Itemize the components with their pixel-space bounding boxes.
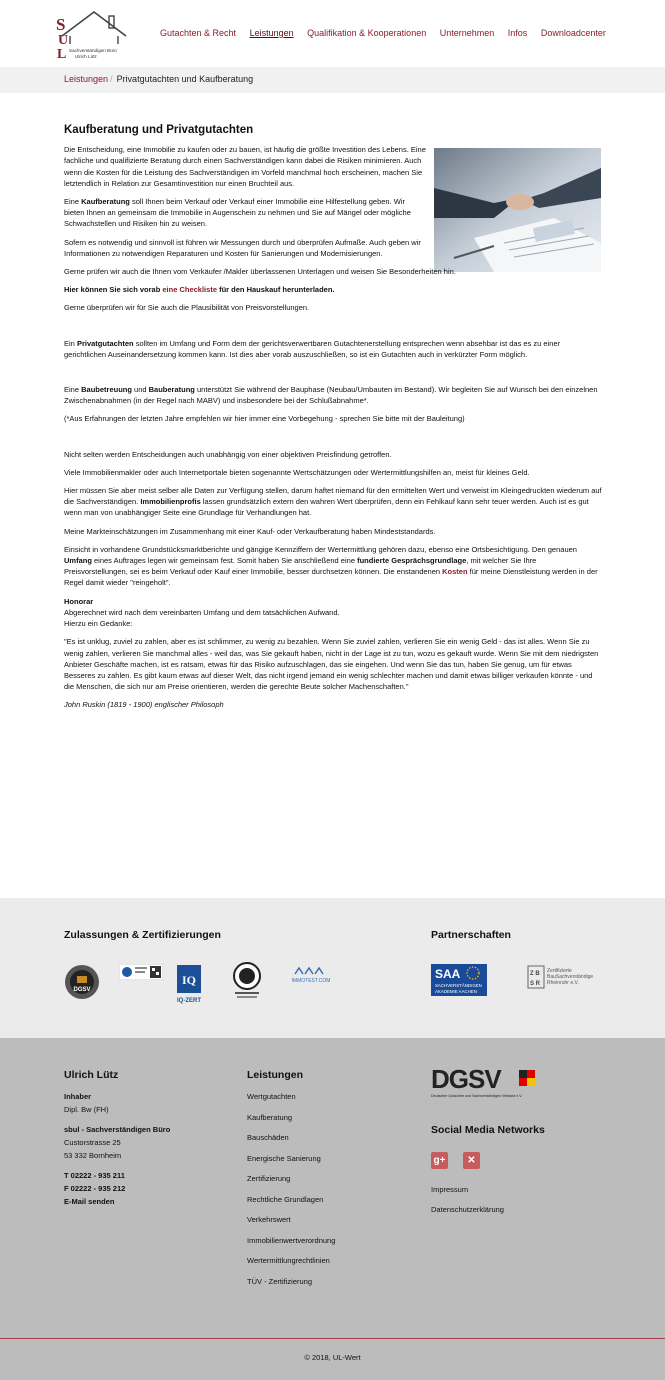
verband-seal-badge[interactable]	[231, 962, 263, 1007]
breadcrumb	[0, 67, 665, 93]
text: sollten im Umfang und Form dem der gerichtsverwertbaren Gutachtenerstellung entsprechen wenn absehbar ist das es zu einer gerichtlichen Auseinandersetzung kommen kann. Ist dies aber vorab auszuschließen, so ist ein Gutachten auch in verkürzter Form möglich.	[64, 338, 561, 359]
footer-role: Dipl. Bw (FH)	[64, 1105, 109, 1114]
bausachverstaendige-badge[interactable]	[527, 964, 603, 997]
site-header	[0, 0, 665, 65]
footer-street: Custorstrasse 25	[64, 1138, 121, 1147]
svg-text:SAA: SAA	[435, 967, 461, 981]
google-plus-icon[interactable]: g+	[431, 1152, 448, 1169]
svg-text:Zertifizierte: Zertifizierte	[547, 968, 572, 974]
paragraph-intro: Die Entscheidung, eine Immobilie zu kaufen oder zu bauen, ist häufig die größte Investition des Lebens. Eine fachliche und qualifizierte Beratung durch einen Sachverständigen kann dabei die Risiken minimieren. Auch wenn die Kosten für die Leistung des Sachverständigen im Vorfeld manchmal hoch erscheinen, machen Sie letztendlich in Relation zur Gesamtinvestition nur einen Bruchteil aus.	[64, 145, 426, 188]
paragraph-privatgutachten	[64, 338, 602, 360]
footer-tel[interactable]: T 02222 - 935 211	[64, 1171, 125, 1180]
social-media-title: Social Media Networks	[431, 1124, 545, 1136]
dgsv-logo[interactable]	[431, 1064, 631, 1103]
tuev-badge[interactable]	[119, 964, 163, 985]
svg-text:Deutscher Gutachter und Sachve: Deutscher Gutachter und Sachverständigen Verband e.V.	[431, 1094, 523, 1098]
paragraph-kaufberatung	[64, 196, 426, 230]
svg-text:SACHVERSTÄNDIGEN: SACHVERSTÄNDIGEN	[435, 983, 482, 988]
quote: "Es ist unklug, zuviel zu zahlen, aber es ist schlimmer, zu wenig zu bezahlen. Wenn Sie zuviel zahlen, verlieren Sie ein wenig Geld - das ist alles. Wenn Sie zu wenig zahlen, verlieren Sie manchmal alles - weil das, was Sie gekauft haben, nicht in der Lage ist zu tun, wozu es gekauft wurde. Wenn Sie mit dem niedrigsten Anbieter Geschäfte machen, ist es ratsam, etwas für das Risiko aufzuschlagen, das sie eingehen. Und wenn Sie das tun, haben Sie genug, um für etwas Besseres zu zahlen. Es gibt kaum etwas auf dieser Welt, das nicht irgend jemand ein wenig schlechter machen und damit etwas billiger verkaufen könnte - und die Menschen, die sich nur am Preise orientieren, werden die gerechte Beute solcher Machenschaften."	[64, 637, 599, 692]
text: Ein	[64, 338, 77, 348]
keyword-baubetreuung: Baubetreuung	[81, 385, 132, 395]
footer-right	[431, 1064, 631, 1214]
quote-author: John Ruskin (1819 - 1900) englischer Philosoph	[64, 700, 224, 710]
paragraph-mindeststandards: Meine Markteinschätzungen im Zusammenhang mit einer Kauf- oder Verkaufberatung haben Mindeststandards.	[64, 526, 436, 536]
immotest-badge[interactable]	[289, 964, 333, 991]
nav-unternehmen[interactable]: Unternehmen	[439, 28, 495, 38]
svg-text:DGSV: DGSV	[431, 1064, 501, 1094]
datenschutz-link[interactable]: Datenschutzerklärung	[431, 1205, 504, 1214]
footer-link-tuev-zertifizierung[interactable]: TÜV - Zertifizierung	[247, 1276, 313, 1286]
text: eines Auftrages legen wir gemeinsam fest. Somit haben Sie anschließend eine	[91, 556, 358, 566]
text: Eine	[64, 385, 82, 395]
svg-text:IMMOTEST.COM: IMMOTEST.COM	[291, 978, 331, 984]
paragraph-einsicht	[64, 544, 602, 589]
text: und	[131, 385, 149, 395]
paragraph-honorar	[64, 596, 602, 630]
footer-contact	[64, 1070, 234, 1207]
text: lassen grundsätzlich extern den wahren Wert überprüfen, denn ein Fehlkauf kann sehr teuer werden. Auch ist es gut wenn man von unabhängiger Seite eine Grundlage für Verhandlungen hat.	[64, 497, 589, 518]
site-footer	[0, 1038, 665, 1380]
text: Abgerechnet wird nach dem vereinbarten Umfang und dem tatsächlichen Aufwand.	[64, 607, 340, 617]
footer-services	[247, 1070, 417, 1296]
nav-leistungen[interactable]: Leistungen	[249, 28, 294, 38]
keyword-kaufberatung: Kaufberatung	[81, 197, 130, 207]
nav-downloadcenter[interactable]: Downloadcenter	[540, 28, 606, 38]
text: soll Ihnen beim Verkauf oder Verkauf einer Immobilie eine Hilfestellung geben. Wir bieten Ihnen an gemeinsam die Immobilie in Augenschein zu nehmen und Sie auf Mängel oder mögliche Schwachstellen und Risiken hin zu weisen.	[64, 197, 411, 229]
footer-email-link[interactable]: E-Mail senden	[64, 1197, 115, 1206]
footer-link-verkehrswert[interactable]: Verkehrswert	[247, 1215, 291, 1224]
text: für meine Dienstleistung werden in der Regel damit wieder "reingeholt".	[64, 567, 598, 588]
footer-city: 53 332 Bornheim	[64, 1151, 122, 1160]
nav-gutachten-recht[interactable]: Gutachten & Recht	[160, 28, 237, 38]
article	[64, 125, 602, 718]
svg-text:BauSachverständige: BauSachverständige	[547, 974, 594, 980]
nav-qualifikation[interactable]: Qualifikation & Kooperationen	[307, 28, 427, 38]
main-nav	[160, 28, 617, 38]
dgsv-seal-badge[interactable]	[64, 964, 100, 1005]
paragraph-plausibilitaet: Gerne überprüfen wir für Sie auch die Plausibilität von Preisvorstellungen.	[64, 303, 310, 313]
partnerships-title: Partnerschaften	[431, 929, 511, 941]
text: Hierzu ein Gedanke:	[64, 619, 133, 629]
honorar-heading: Honorar	[64, 596, 94, 606]
certifications-title: Zulassungen & Zertifizierungen	[64, 929, 221, 941]
footer-link-sanierung[interactable]: Energische Sanierung	[247, 1153, 321, 1163]
article-title: Kaufberatung und Privatgutachten	[64, 124, 254, 136]
breadcrumb-current: Privatgutachten und Kaufberatung	[116, 74, 254, 84]
breadcrumb-link-leistungen[interactable]: Leistungen	[64, 74, 109, 84]
saa-badge[interactable]	[431, 964, 487, 1001]
svg-text:AKADEMIE AACHEN: AKADEMIE AACHEN	[435, 989, 477, 994]
text: Eine	[64, 197, 82, 207]
copyright: © 2018, UL-Wert	[0, 1338, 665, 1362]
footer-firm: sbul - Sachverständigen Büro	[64, 1125, 171, 1134]
paragraph-makler: Viele Immobilienmakler oder auch Internetportale bieten sogenannte Wertschätzungen oder Wertermittlungshilfen an, meist für kleines Geld.	[64, 467, 530, 477]
text: für den Hauskauf herunterladen.	[216, 285, 335, 295]
keyword-gespraechsgrundlage: fundierte Gesprächsgrundlage	[357, 556, 467, 566]
svg-text:S: S	[56, 15, 66, 34]
svg-text:Z B: Z B	[530, 971, 540, 977]
footer-role-heading: Inhaber	[64, 1092, 92, 1101]
svg-text:Rheinruhr e.V.: Rheinruhr e.V.	[547, 980, 579, 986]
paragraph-checkliste	[64, 284, 602, 295]
svg-text:L: L	[57, 47, 67, 60]
footer-contact-name: Ulrich Lütz	[64, 1069, 119, 1081]
kosten-link[interactable]: Kosten	[442, 567, 468, 577]
breadcrumb-separator: /	[110, 74, 113, 84]
iq-zert-badge[interactable]	[176, 964, 202, 1009]
svg-text:S R: S R	[530, 981, 541, 987]
footer-link-bauschaeden[interactable]: Bauschäden	[247, 1133, 289, 1142]
footer-link-zertifizierung[interactable]: Zertifizierung	[247, 1174, 291, 1183]
svg-text:Ulrich Lütz: Ulrich Lütz	[75, 54, 97, 59]
footer-link-kaufberatung[interactable]: Kaufberatung	[247, 1112, 293, 1122]
footer-link-wertgutachten[interactable]: Wertgutachten	[247, 1092, 296, 1101]
svg-text:DGSV: DGSV	[73, 987, 91, 993]
text: Hier können Sie sich vorab	[64, 285, 163, 295]
text: Einsicht in vorhandene Grundstücksmarktberichte und gängige Kennziffern der Wertermittlung gehören dazu, ebenso eine Ortsbesichtigung. Den genauen	[64, 544, 577, 554]
svg-text:IQ: IQ	[181, 973, 197, 987]
svg-text:IQ-ZERT: IQ-ZERT	[177, 998, 201, 1004]
footer-link-rechtliche-grundlagen[interactable]: Rechtliche Grundlagen	[247, 1194, 324, 1204]
impressum-link[interactable]: Impressum	[431, 1185, 469, 1194]
site-logo[interactable]	[52, 8, 130, 60]
footer-fax: F 02222 - 935 212	[64, 1184, 126, 1193]
svg-text:Sachverständigen Büro: Sachverständigen Büro	[69, 48, 117, 53]
text: Hier müssen Sie aber meist selber alle Daten zur Verfügung stellen, darum haftet niemand für den ermittelten Wert und verweist im Kleingedruckten wiederum auf die Sachverständigen.	[64, 486, 602, 507]
text: unterstützt Sie während der Bauphase (Neubau/Umbauten im Bestand). Wir begleiten Sie auf Wunsch bei den einzelnen Zwischenabnahmen (in der Regel nach MABV) und insbesondere bei der Schlußabnahme*.	[64, 385, 598, 406]
certifications-section	[0, 898, 665, 1038]
svg-text:U: U	[58, 33, 69, 48]
paragraph-daten	[64, 485, 602, 519]
nav-infos[interactable]: Infos	[507, 28, 528, 38]
keyword-umfang: Umfang	[64, 556, 92, 566]
text: , mit welcher Sie Ihre Preisvorstellungen, sei es beim Verkauf oder Kauf einer Immobilie, besser durchsetzen können. Die enstandenen	[64, 556, 537, 577]
footer-link-immobilienwertverordnung[interactable]: Immobilienwertverordnung	[247, 1235, 336, 1245]
paragraph-messungen: Sofern es notwendig und sinnvoll ist führen wir Messungen durch und überprüfen Aufmaße. Auch geben wir Informationen zu notwendigen Reparaturen und Kosten für Sanierungen und Modernisierungen.	[64, 237, 421, 258]
checkliste-link[interactable]: eine Checkliste	[162, 285, 217, 295]
footer-link-wertermittlungrechtlinien[interactable]: Wertermittlungrechtlinien	[247, 1256, 330, 1265]
keyword-privatgutachten: Privatgutachten	[76, 338, 134, 348]
xing-icon[interactable]: ✕	[463, 1152, 480, 1169]
paragraph-unterlagen: Gerne prüfen wir auch die Ihnen vom Verkäufer /Makler überlassenen Unterlagen und weisen Sie Besonderheiten hin.	[64, 267, 456, 277]
keyword-bauberatung: Bauberatung	[148, 385, 195, 395]
paragraph-hinweis: (*Aus Erfahrungen der letzten Jahre empfehlen wir hier immer eine Vorbegehung - sprechen Sie bitte mit der Bauleitung)	[64, 414, 465, 424]
paragraph-entscheidungen: Nicht selten werden Entscheidungen auch unabhängig von einer objektiven Preisfindung getroffen.	[64, 449, 392, 459]
paragraph-baubetreuung	[64, 384, 602, 406]
footer-services-title: Leistungen	[247, 1069, 304, 1081]
keyword-immobilienprofis: Immobilienprofis	[140, 497, 201, 507]
